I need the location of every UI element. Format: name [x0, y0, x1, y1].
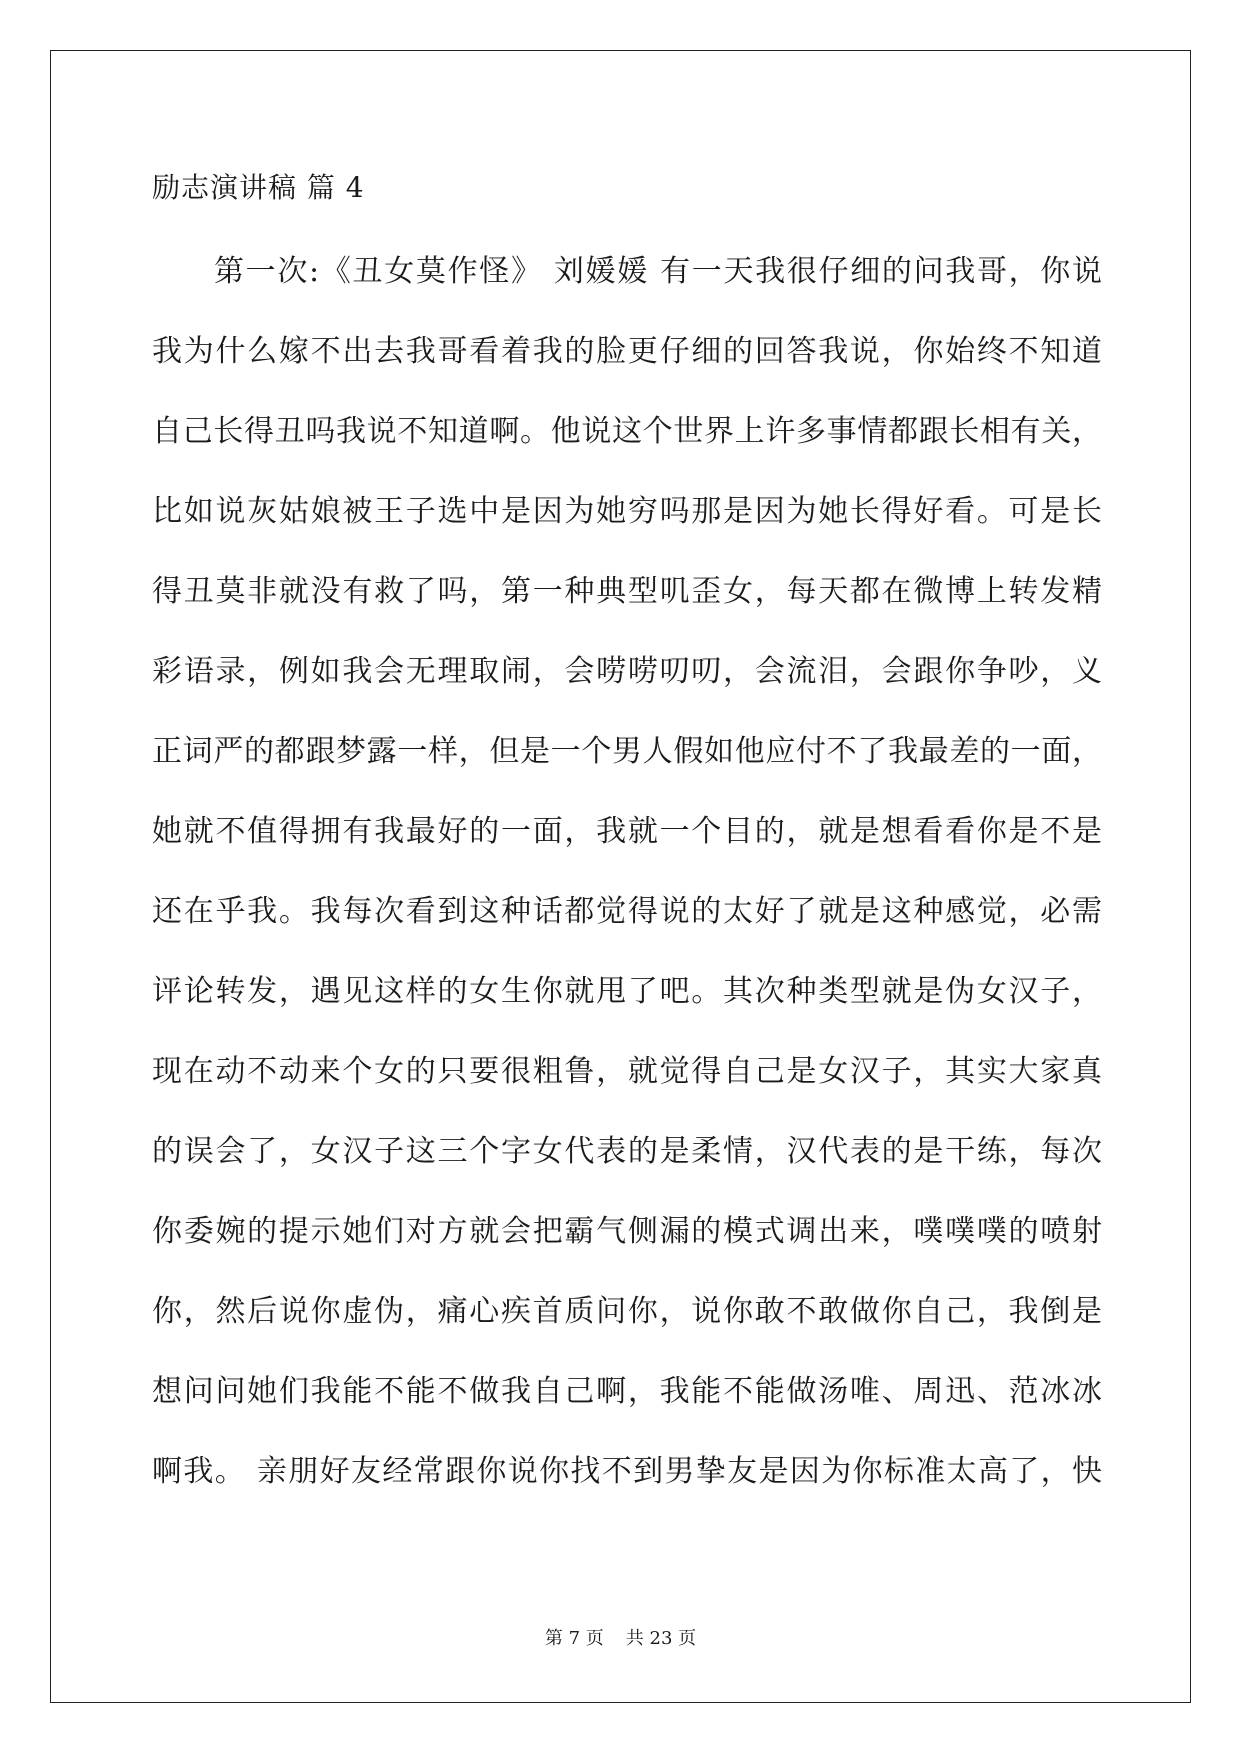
text-line: 你委婉的提示她们对方就会把霸气侧漏的模式调出来，噗噗噗的喷射 [152, 1214, 1102, 1249]
text-line: 你，然后说你虚伪，痛心疾首质问你，说你敢不敢做你自己，我倒是 [152, 1294, 1102, 1329]
text-line: 想问问她们我能不能不做我自己啊，我能不能做汤唯、周迅、范冰冰 [152, 1374, 1102, 1409]
body-text [152, 252, 1102, 1532]
text-line: 自己长得丑吗我说不知道啊。他说这个世界上许多事情都跟长相有关， [152, 414, 1102, 449]
page-footer [0, 1627, 1241, 1651]
section-heading: 励志演讲稿 篇 4 [152, 171, 365, 204]
text-line: 比如说灰姑娘被王子选中是因为她穷吗那是因为她长得好看。可是长 [152, 494, 1102, 529]
page-number-total: 共 23 页 [625, 1628, 697, 1649]
text-line: 第一次:《丑女莫作怪》 刘媛媛 有一天我很仔细的问我哥，你说 [214, 254, 1102, 289]
text-line: 她就不值得拥有我最好的一面，我就一个目的，就是想看看你是不是 [152, 814, 1102, 849]
text-line: 还在乎我。我每次看到这种话都觉得说的太好了就是这种感觉，必需 [152, 894, 1102, 929]
text-line: 正词严的都跟梦露一样，但是一个男人假如他应付不了我最差的一面， [152, 734, 1102, 769]
page-number-current: 第 7 页 [544, 1628, 604, 1649]
text-line: 啊我。 亲朋好友经常跟你说你找不到男挚友是因为你标准太高了，快 [152, 1454, 1102, 1489]
text-line: 我为什么嫁不出去我哥看着我的脸更仔细的回答我说，你始终不知道 [152, 334, 1102, 369]
text-line: 评论转发，遇见这样的女生你就甩了吧。其次种类型就是伪女汉子， [152, 974, 1102, 1009]
text-line: 得丑莫非就没有救了吗，第一种典型叽歪女，每天都在微博上转发精 [152, 574, 1102, 609]
text-line: 的误会了，女汉子这三个字女代表的是柔情，汉代表的是干练，每次 [152, 1134, 1102, 1169]
text-line: 现在动不动来个女的只要很粗鲁，就觉得自己是女汉子，其实大家真 [152, 1054, 1102, 1089]
text-line: 彩语录，例如我会无理取闹，会唠唠叨叨，会流泪，会跟你争吵，义 [152, 654, 1102, 689]
